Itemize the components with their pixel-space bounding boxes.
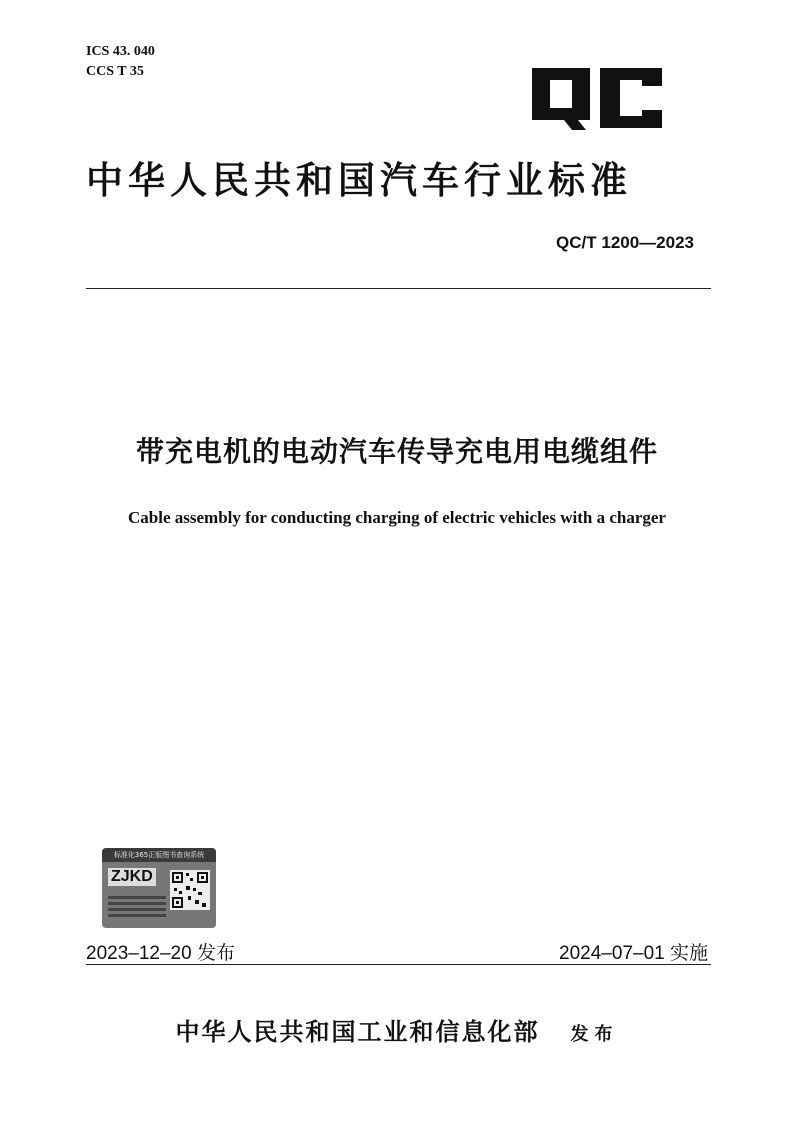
ics-code: ICS 43. 040 (86, 44, 155, 59)
publish-date: 2023–12–20 发布 (86, 943, 235, 964)
header-divider (86, 288, 711, 289)
footer-divider (86, 964, 711, 965)
document-title-chinese: 带充电机的电动汽车传导充电用电缆组件 (135, 435, 658, 468)
document-title-english: Cable assembly for conducting charging of electric vehicles with a charger (128, 508, 666, 527)
qr-code-icon (170, 870, 210, 910)
qc-logo (528, 64, 666, 132)
ccs-code: CCS T 35 (86, 64, 144, 79)
stamp-header: 标准化365正版图书查询系统 (102, 848, 216, 862)
stamp-brand: ZJKD (108, 868, 156, 886)
implementation-date: 2024–07–01 实施 (559, 943, 708, 964)
anti-counterfeit-stamp (102, 848, 216, 928)
stamp-text-lines (108, 896, 166, 920)
issuer-line (0, 1012, 794, 1047)
classification-codes (86, 42, 155, 82)
standard-number: QC/T 1200—2023 (556, 233, 694, 252)
issuer-action: 发布 (570, 1024, 619, 1045)
issuer-name: 中华人民共和国工业和信息化部 (175, 1017, 540, 1046)
org-title: 中华人民共和国汽车行业标准 (86, 158, 632, 202)
